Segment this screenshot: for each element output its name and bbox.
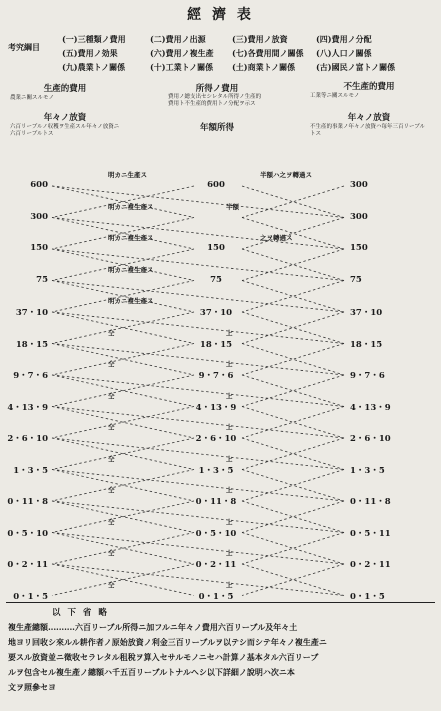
header-item: (土)商業トノ關係 [232,62,296,72]
row-label-left: 仝 [108,328,115,337]
row-value-center: 4・13・9 [195,402,237,413]
row-value-right: 300 [350,211,368,222]
row-label-right: 之ヲ轉過ス [260,234,293,242]
row-label-center: 上 [226,391,233,400]
column-subnote-right: 不生產的事業ノ年々ノ放資ハ毎年三百リーブルトス [310,124,426,137]
row-label-left: 明カニ生產ス [108,171,147,179]
row-value-left: 0・11・8 [7,497,48,507]
row-label-left: 仝 [108,549,115,557]
column-subheading-left: 年々ノ放資 [43,113,87,123]
page-title: 經 濟 表 [187,7,254,23]
column-heading-left: 生產的費用 [43,84,87,94]
row-label-center: 上 [226,486,233,494]
header-item: (十)工業トノ關係 [150,62,214,72]
column-subnote-left: 六百リーブルノ収穫ヲ生產スル年々ノ放資ニ六百リーブルトス [10,124,120,137]
row-label-center: 上 [226,360,233,368]
row-label-center: 上 [226,580,233,589]
row-label-left: 明カニ複生產ス [108,202,154,211]
row-value-left: 75 [36,274,48,285]
row-label-left: 仝 [108,486,115,494]
column-subheading-right: 年々ノ放資 [347,113,391,123]
row-label-center: 上 [226,328,233,337]
row-value-left: 37・10 [15,308,48,318]
footnote-line: 要スル放資並ニ徵收セラレタル租稅ヲ算入セサルモノニセハ計算ノ基本タル六百リーブ [8,652,319,662]
column-subheading-center: 年額所得 [199,123,234,133]
row-label-center: 上 [226,517,233,526]
row-value-center: 9・7・6 [198,371,234,381]
row-label-left: 仝 [108,423,115,431]
header-item: (古)國民ノ富トノ關係 [316,62,396,72]
header-item: (五)費用ノ効果 [62,48,118,58]
row-value-right: 0・1・5 [350,591,385,602]
row-value-left: 9・7・6 [13,371,48,381]
row-value-right: 2・6・10 [350,434,391,444]
header-item: (七)各費用間ノ關係 [232,48,304,58]
header-item: (一)三種類ノ費用 [62,34,126,44]
column-heading-center: 所得ノ費用 [195,84,239,94]
row-value-center: 0・2・11 [195,560,237,570]
row-value-center: 0・11・8 [195,497,237,507]
row-value-right: 37・10 [350,308,383,318]
header-label: 考究綱目 [8,42,40,52]
row-value-right: 0・5・11 [350,528,391,539]
row-value-right: 0・2・11 [350,560,391,570]
row-value-center: 37・10 [199,308,233,318]
row-value-left: 0・1・5 [13,591,48,602]
column-note-left: 農業ニ關スルモノ [10,95,54,101]
header-item: (八)人口ノ關係 [316,48,372,58]
footnote-line: 複生產總額‥‥‥‥‥六百リーブル所得ニ加フルニ年々ノ費用六百リーブル及年々土 [8,622,298,632]
row-label-right: 半額ハ之ヲ轉過ス [260,171,312,179]
row-value-right: 9・7・6 [350,371,385,381]
row-value-right: 150 [350,243,368,253]
omitted-note: 以 下 省 略 [52,608,109,618]
row-value-left: 4・13・9 [7,402,48,413]
row-label-center: 上 [226,454,233,463]
header-item: (二)費用ノ出源 [150,34,206,44]
row-value-left: 0・5・10 [7,528,48,539]
row-value-right: 0・11・8 [350,497,391,507]
row-value-right: 300 [350,180,368,190]
row-value-center: 150 [207,243,225,253]
row-label-left: 仝 [108,360,115,368]
row-value-center: 2・6・10 [195,434,237,444]
row-value-left: 300 [30,211,48,222]
column-note-center: 費用ノ總支出セシレタル所得ノ生產的費用ト不生產的費用トノ分配ヲ示ス [168,94,262,107]
row-label-left: 明カニ複生產ス [108,265,154,274]
row-value-center: 0・1・5 [198,591,234,602]
row-value-right: 75 [350,274,362,285]
row-label-left: 仝 [108,580,115,589]
row-value-center: 600 [207,180,225,190]
row-label-left: 仝 [108,454,115,463]
header-item: (九)農業トノ關係 [62,62,126,72]
row-value-center: 18・15 [199,339,233,350]
row-value-left: 18・15 [15,339,48,350]
row-value-right: 1・3・5 [350,465,385,476]
row-label-center: 上 [226,423,233,431]
column-note-right: 工業等ニ關スルモノ [310,93,360,99]
row-value-center: 1・3・5 [198,465,234,476]
header-item: (四)費用ノ分配 [316,34,372,44]
row-label-left: 明カニ複生產ス [108,234,154,242]
row-value-center: 75 [210,274,222,285]
row-value-left: 600 [30,180,48,190]
row-value-left: 0・2・11 [7,560,48,570]
header-item: (六)費用ノ複生產 [150,48,214,58]
footnote-line: 文ヲ照參セヨ [8,682,56,692]
column-heading-right: 不生產的費用 [343,82,395,92]
footnote-line: 地ヨリ回收シ來ルル耕作者ノ原始放資ノ利金三百リーブルヲ以テシ而シテ年々ノ複生產ニ [8,637,327,647]
flow-line [52,186,344,218]
row-value-left: 150 [30,243,48,253]
row-value-center: 0・5・10 [195,528,237,539]
row-value-left: 2・6・10 [7,434,48,444]
header-item: (三)費用ノ放資 [232,34,288,44]
footnote-line: ルヲ包含セル複生產ノ總額ハ千五百リーブルトナルヘシ以下詳細ノ說明ハ次ニ本 [8,667,295,677]
row-label-center: 上 [226,549,233,557]
row-value-right: 4・13・9 [350,402,391,413]
row-label-center: 半額 [226,202,239,211]
row-label-left: 明カニ複生產ス [108,297,154,305]
row-value-left: 1・3・5 [13,465,48,476]
row-label-left: 仝 [108,391,115,400]
row-label-left: 仝 [108,517,115,526]
row-value-right: 18・15 [350,339,383,350]
